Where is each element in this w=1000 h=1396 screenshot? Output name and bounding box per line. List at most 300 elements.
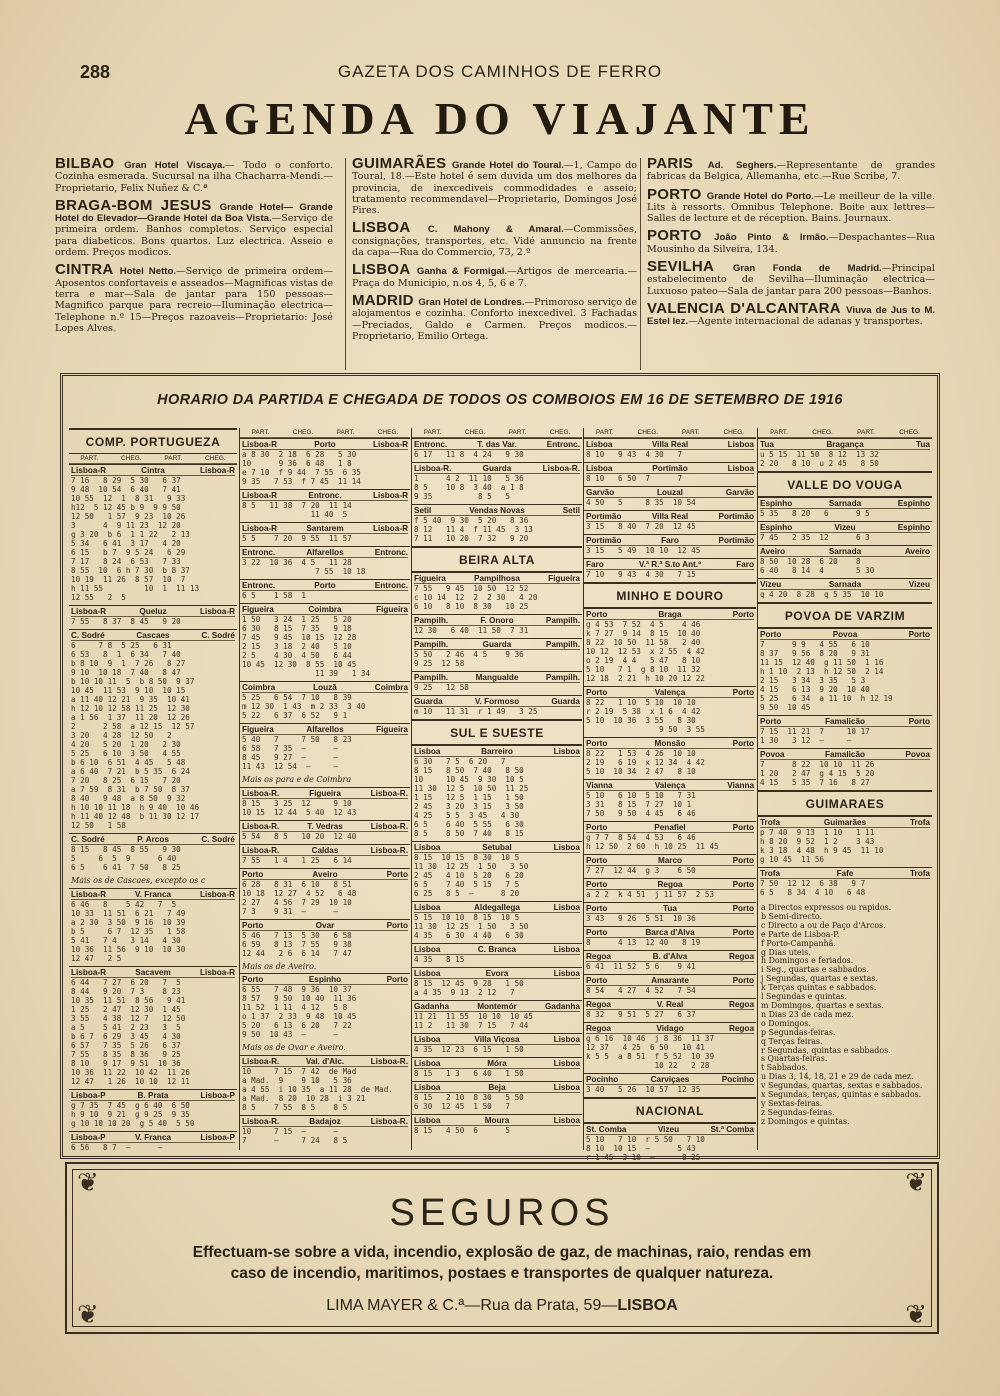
station-name: Evora bbox=[485, 969, 509, 978]
route-header bbox=[586, 739, 754, 749]
station-name: Lisboa-P bbox=[200, 1132, 235, 1142]
timetable-note: Mais os de Ovar e Aveiro. bbox=[242, 1043, 346, 1052]
agenda-hotel: Gran Hotel de Londres. bbox=[418, 296, 525, 308]
route-times: 5 46 7 13 5 30 6 58 6 59 8 13 7 55 9 38 12 44 2 6 6 14 7 47 bbox=[242, 930, 352, 958]
route-block bbox=[240, 868, 410, 919]
station-name: Figueira bbox=[548, 574, 580, 583]
column-header: PART. bbox=[251, 429, 270, 436]
route-header bbox=[71, 1091, 235, 1101]
timetable-column-5 bbox=[757, 428, 932, 1150]
station-name: Regoa bbox=[586, 1000, 612, 1009]
route-times: 3 15 5 49 10 10 12 45 bbox=[586, 546, 701, 555]
station-name: Lisboa-R bbox=[199, 466, 235, 475]
agenda-entry bbox=[647, 299, 935, 328]
timetable-column-4 bbox=[583, 428, 756, 1162]
route-times: 3 43 9 26 5 51 10 36 bbox=[586, 914, 696, 923]
running-title: GAZETA DOS CAMINHOS DE FERRO bbox=[337, 62, 663, 81]
column-header: PART. bbox=[423, 429, 442, 436]
station-name: Entronc. bbox=[546, 440, 580, 449]
station-name: Porto bbox=[760, 630, 782, 639]
agenda-entry bbox=[352, 219, 637, 259]
legend-item: o Domingos. bbox=[761, 1018, 811, 1028]
seguros-address bbox=[67, 1297, 937, 1315]
timetable-column-headers bbox=[240, 428, 410, 438]
route-times: 6 41 11 52 5 6 9 41 bbox=[586, 962, 696, 971]
station-name: Pocinho bbox=[586, 1075, 619, 1084]
route-header bbox=[414, 616, 580, 626]
route-times: 6 30 7 5 6 20 7 8 15 8 50 7 40 8 50 10 10 45 9 30 10 5 11 30 12 5 10 50 11 25 1 15 12 5 1 15 1 50 2 45 3 20 3 15 3 50 4 25 5 5 3 45 4 30 6 5 6 40 5 55 6 30 8 5 8 50 7 40 8 15 bbox=[414, 757, 529, 838]
route-block bbox=[584, 926, 756, 950]
station-name: F. Onoro bbox=[480, 616, 514, 625]
route-times: 8 50 10 28 6 20 8 6 40 8 14 4 5 30 bbox=[760, 557, 875, 575]
station-name: Espinho bbox=[308, 975, 342, 984]
station-name: Guarda bbox=[414, 697, 443, 706]
route-block bbox=[758, 438, 932, 471]
station-name: Lisboa-R bbox=[199, 889, 235, 899]
agenda-entry bbox=[352, 155, 637, 217]
station-name: Regoa bbox=[728, 1000, 754, 1009]
route-block bbox=[412, 1000, 582, 1033]
route-header bbox=[586, 928, 754, 938]
station-name: Garvão bbox=[586, 488, 615, 497]
agenda-city: BILBAO bbox=[55, 155, 125, 172]
route-block bbox=[412, 943, 582, 967]
route-header bbox=[586, 560, 754, 570]
route-block bbox=[584, 510, 756, 534]
route-header bbox=[242, 921, 408, 931]
station-name: Lisboa-R. bbox=[242, 821, 280, 831]
column-header: CHEG. bbox=[899, 429, 920, 436]
station-name: Porto bbox=[732, 739, 754, 748]
station-name: V. Real bbox=[656, 1000, 684, 1009]
station-name: Lisboa bbox=[553, 1059, 580, 1068]
route-block bbox=[240, 522, 410, 546]
route-block bbox=[584, 821, 756, 854]
station-name: Portimão bbox=[652, 464, 688, 473]
station-name: Lisboa-R. bbox=[370, 1116, 408, 1126]
station-name: Móra bbox=[487, 1059, 507, 1068]
station-name: Lisboa bbox=[586, 464, 613, 473]
station-name: Vendas Novas bbox=[469, 506, 525, 515]
station-name: Pocinho bbox=[721, 1075, 754, 1084]
station-name: T. Vedras bbox=[307, 821, 343, 831]
route-times: 5 10 7 10 r 5 50 7 10 8 10 10 15 — 5 43 r 1 45 3 10 — 8 25 bbox=[586, 1135, 705, 1162]
route-times: 3 22 10 36 4 5 11 28 7 55 10 18 bbox=[242, 558, 366, 576]
station-name: Aveiro bbox=[312, 869, 338, 879]
timetable-section-title: GUIMARAES bbox=[758, 790, 932, 816]
route-times: 9 25 12 58 bbox=[414, 683, 469, 692]
station-name: Badajoz bbox=[309, 1116, 341, 1126]
station-name: Porto bbox=[586, 880, 608, 889]
station-name: Lisboa bbox=[553, 1083, 580, 1092]
station-name: Regoa bbox=[586, 952, 612, 961]
station-name: Vizeu bbox=[834, 523, 856, 532]
route-times: g 6 16 10 46 j 8 36 11 37 12 37 4 25 6 50 10 41 k 5 5 a 8 51 f 5 52 10 39 10 22 2 28 bbox=[586, 1034, 715, 1070]
agenda-text: —Le meilleur de la ville. Lits à ressorts. Omnibus Telephone. Boite aux lettres—Salles de lecture et de réception. Bains. Journaux. bbox=[647, 190, 935, 225]
station-name: T. das Var. bbox=[477, 440, 517, 449]
station-name: Lisboa-R bbox=[199, 967, 235, 977]
route-times: 10 7 15 7 42 de Mad a Mad. 9 9 10 5 36 a 4 55 i 10 35 a 11 28 de Mad. a Mad. 8 20 10 28 i 3 21 8 5 7 55 8 5 8 5 bbox=[242, 1066, 393, 1112]
station-name: Entronc. bbox=[374, 548, 408, 557]
column-header: PART. bbox=[770, 429, 788, 436]
station-name: Vianna bbox=[727, 781, 754, 790]
route-times: 8 32 9 51 5 27 6 37 bbox=[586, 1010, 696, 1019]
station-name: Regoa bbox=[586, 1024, 612, 1033]
station-name: Villa Real bbox=[651, 440, 689, 449]
route-block bbox=[412, 1081, 582, 1114]
corner-ornament-icon: ❦ bbox=[905, 1168, 927, 1198]
route-block bbox=[69, 888, 237, 966]
route-times: 5 35 8 20 6 9 5 bbox=[760, 509, 870, 518]
station-name: Vizeu bbox=[908, 580, 930, 589]
agenda-hotel: C. Mahony & Amaral. bbox=[427, 224, 564, 236]
column-header: CHEG. bbox=[723, 429, 745, 436]
route-block bbox=[240, 1055, 410, 1115]
station-name: Lisboa bbox=[727, 464, 754, 473]
route-block bbox=[240, 489, 410, 522]
legend-item: t Sabbados. bbox=[761, 1063, 808, 1073]
station-name: Porto bbox=[732, 904, 754, 913]
route-header bbox=[586, 1000, 754, 1010]
route-times: 7 55 9 45 10 50 12 52 c 10 14 12 2 2 30 4 20 6 10 8 10 8 30 10 25 bbox=[414, 584, 538, 611]
route-times: 4 35 8 15 bbox=[414, 955, 465, 964]
route-header bbox=[760, 523, 930, 533]
route-block bbox=[412, 745, 582, 841]
station-name: Gadanha bbox=[544, 1002, 580, 1011]
route-block bbox=[584, 686, 756, 737]
agenda-hotel: Ganha & Formigal. bbox=[416, 266, 508, 278]
station-name: Garvão bbox=[725, 488, 754, 497]
station-name: Porto bbox=[908, 717, 930, 726]
station-name: Vidago bbox=[656, 1024, 684, 1033]
route-header bbox=[586, 536, 754, 546]
station-name: Lisboa bbox=[553, 1035, 580, 1044]
route-block bbox=[240, 973, 410, 1042]
station-name: Trofa bbox=[909, 869, 930, 878]
seguros-advert bbox=[65, 1162, 939, 1334]
station-name: Lisboa-R. bbox=[370, 788, 408, 798]
route-times: 8 5 11 38 7 20 11 14 11 40 5 bbox=[242, 501, 352, 519]
agenda-hotel: Gran Fonda de Madrid. bbox=[732, 263, 882, 275]
station-name: Lisboa bbox=[414, 1083, 441, 1092]
route-header bbox=[760, 818, 930, 828]
route-header bbox=[242, 683, 408, 693]
station-name: Sarnada bbox=[828, 499, 862, 508]
timetable-note: Mais os de Aveiro. bbox=[242, 961, 317, 971]
station-name: Entronc. bbox=[242, 581, 276, 590]
route-block bbox=[412, 462, 582, 504]
station-name: Porto bbox=[732, 976, 754, 985]
station-name: Lisboa bbox=[553, 903, 580, 912]
station-name: Beja bbox=[488, 1083, 506, 1092]
station-name: Porto bbox=[586, 688, 608, 697]
route-block bbox=[69, 1131, 237, 1155]
station-name: Porto bbox=[908, 630, 930, 639]
route-times: 6 28 8 31 6 10 8 51 10 18 12 27 4 52 6 48 2 27 4 56 7 29 10 10 7 3 9 31 — — bbox=[242, 879, 357, 916]
route-block bbox=[584, 534, 756, 558]
route-header bbox=[586, 880, 754, 890]
route-block bbox=[240, 546, 410, 579]
route-header bbox=[586, 856, 754, 866]
route-header bbox=[242, 548, 408, 558]
station-name: Coimbra bbox=[374, 683, 408, 692]
route-header bbox=[760, 750, 930, 760]
route-header bbox=[760, 440, 930, 450]
route-block bbox=[758, 521, 932, 545]
station-name: Porto bbox=[732, 880, 754, 889]
route-times: 6 17 11 8 4 24 9 30 bbox=[414, 450, 524, 459]
station-name: Lisboa-R bbox=[71, 607, 107, 616]
route-times: 6 46 8 5 42 7 5 10 33 11 51 6 21 7 49 a 2 30 3 50 9 16 10 39 b 5 6 7 12 35 1 58 5 41 7 4 3 14 4 30 10 36 11 56 9 10 10 30 12 47 2 5 bbox=[71, 899, 186, 963]
station-name: Portimão bbox=[586, 512, 622, 521]
route-header bbox=[586, 952, 754, 962]
station-name: Porto bbox=[586, 904, 608, 913]
station-name: Pampilh. bbox=[545, 616, 580, 625]
station-name: Tua bbox=[663, 904, 677, 913]
agenda-entry bbox=[55, 196, 333, 259]
legend-item: b Semi-directo. bbox=[761, 911, 823, 921]
route-header bbox=[414, 464, 580, 474]
route-header bbox=[414, 969, 580, 979]
timetable-column-headers bbox=[412, 428, 582, 438]
station-name: Espinho bbox=[760, 499, 793, 508]
agenda-hotel: Ad. Seghers. bbox=[707, 160, 777, 171]
route-times: g 7 7 8 54 4 53 6 46 h 12 50 2 60 h 10 25 11 45 bbox=[586, 833, 719, 851]
station-name: Louzã bbox=[313, 683, 337, 692]
route-header bbox=[71, 466, 235, 476]
station-name: Povoa bbox=[760, 750, 785, 759]
agenda-column-3 bbox=[640, 155, 935, 370]
station-name: Valença bbox=[654, 781, 686, 790]
column-header: CHEG. bbox=[637, 429, 659, 436]
route-header bbox=[586, 781, 754, 791]
station-name: Villa Viçosa bbox=[474, 1035, 520, 1044]
station-name: Entronc. bbox=[242, 548, 276, 557]
route-block bbox=[412, 614, 582, 638]
route-block bbox=[240, 681, 410, 723]
station-name: Figueira bbox=[414, 574, 446, 583]
route-block bbox=[69, 605, 237, 629]
agenda-city: SEVILHA bbox=[647, 258, 733, 276]
station-name: Carviçaes bbox=[650, 1075, 690, 1084]
route-header bbox=[760, 630, 930, 640]
route-block bbox=[412, 504, 582, 546]
station-name: Guarda bbox=[482, 640, 512, 649]
route-block bbox=[758, 628, 932, 715]
route-header bbox=[760, 580, 930, 590]
column-header: CHEG. bbox=[812, 429, 833, 436]
page-number: 288 bbox=[80, 62, 111, 82]
route-times: 1 50 3 24 1 25 5 20 6 30 8 15 7 35 9 18 7 45 9 45 10 15 12 28 2 15 3 18 2 40 5 10 2 5 4 30 4 50 6 44 10 45 12 30 8 55 10 45 11 39 1 34 bbox=[242, 615, 371, 678]
legend-item: p Segundas-feiras. bbox=[761, 1027, 836, 1037]
station-name: V. Formoso bbox=[474, 697, 520, 706]
route-block bbox=[758, 816, 932, 867]
route-times: a 8 30 2 18 6 28 5 30 10 9 36 6 48 1 8 e 7 10 f 9 44 7 55 6 35 9 35 7 53 f 7 45 11 14 bbox=[242, 450, 361, 486]
route-times: 5 25 6 54 7 10 8 39 m 12 30 1 43 m 2 33 3 40 5 22 6 37 6 52 9 1 bbox=[242, 693, 366, 720]
station-name: Lisboa-R bbox=[71, 889, 107, 899]
route-times: 5 10 6 10 5 10 7 31 3 31 8 15 7 27 10 1 7 50 9 50 4 45 6 46 bbox=[586, 791, 696, 818]
route-times: g 4 53 7 52 4 5 4 46 k 7 27 9 14 8 15 10 40 8 22 10 50 11 58 2 40 10 12 12 53 x 2 55 4 42 o 2 19 4 4 5 47 8 10 5 10 7 1 g 8 10 11 32 12 18 2 21 h 10 20 12 22 bbox=[586, 620, 705, 683]
legend-item: h Domingos e feriados. bbox=[761, 956, 854, 966]
legend-item: s Quartas-feiras. bbox=[761, 1054, 828, 1064]
route-times: 6 44 7 27 6 20 7 5 8 44 9 20 7 3 8 23 10 35 11 51 8 56 9 41 1 25 2 47 12 30 1 45 3 55 4 38 12 7 12 50 a 5 5 41 2 23 3 5 b 6 7 6 29 3 45 4 30 6 57 7 35 5 26 6 37 7 55 8 35 8 36 9 25 8 10 9 17 9 51 10 36 10 36 11 22 10 42 11 26 12 47 1 26 10 10 12 11 bbox=[71, 977, 190, 1086]
route-times: 7 50 12 12 6 38 9 7 6 5 8 34 4 10 6 48 bbox=[760, 879, 866, 897]
agenda-hotel: Gran Hotel Viscaya. bbox=[124, 160, 226, 171]
station-name: Pampilhosa bbox=[474, 574, 520, 583]
route-header bbox=[586, 688, 754, 698]
route-times: f 5 40 9 30 5 20 8 36 8 12 11 4 f 11 45 3 13 7 11 10 20 7 32 9 20 bbox=[414, 516, 533, 543]
agenda-text: —Serviço de primeira ordem—Aposentos confortaveis e asseados—Magnificas vistas de terra e mar—Sala de jantar para 150 pessoas—Magnifico parque para recreio—Iluminação electrica—Telephone n.º 15—Preços razoaveis—Proprietario: José Lopes Alves. bbox=[55, 266, 333, 334]
legend-item: u Dias 3, 14, 18, 21 e 29 de cada mez. bbox=[761, 1072, 914, 1082]
station-name: Lisboa bbox=[414, 1116, 441, 1125]
station-name: Lisboa-R. bbox=[242, 1056, 280, 1066]
route-block bbox=[412, 967, 582, 1000]
station-name: Penafiel bbox=[654, 823, 686, 832]
route-header bbox=[586, 1024, 754, 1034]
route-block bbox=[758, 748, 932, 790]
route-block bbox=[412, 671, 582, 695]
station-name: V. Franca bbox=[134, 1132, 172, 1142]
station-name: Porto bbox=[586, 739, 608, 748]
timetable-column-2 bbox=[239, 428, 410, 1150]
seguros-desc-line: Effectuam-se sobre a vida, incendio, explosão de gaz, de machinas, raio, rendas em bbox=[192, 1244, 812, 1261]
timetable-section-title: POVOA DE VARZIM bbox=[758, 602, 932, 628]
route-block bbox=[758, 545, 932, 578]
route-block bbox=[69, 464, 237, 605]
legend-item: r Segundas, quintas e sabbados. bbox=[761, 1045, 891, 1055]
agenda-city: CINTRA bbox=[55, 261, 120, 279]
route-header bbox=[71, 631, 235, 641]
route-header bbox=[760, 869, 930, 879]
station-name: Lisboa-R. bbox=[370, 845, 408, 855]
station-name: Porto bbox=[314, 581, 336, 590]
route-header bbox=[760, 547, 930, 557]
route-times: 4 50 5 8 35 10 54 bbox=[586, 498, 696, 507]
station-name: Lisboa bbox=[414, 1059, 441, 1068]
agenda-hotel: Hotel Netto. bbox=[119, 266, 176, 278]
route-header bbox=[242, 846, 408, 856]
column-header: PART. bbox=[857, 429, 875, 436]
station-name: C. Branca bbox=[477, 945, 517, 954]
route-times: 8 15 12 45 9 28 1 50 a 4 35 9 13 2 12 7 bbox=[414, 979, 524, 997]
agenda-text: —Primoroso serviço de alojamentos e cozinha. Conforto inexcedivel. 3 Fachadas—Preciados, Galdo e Carmen. Preços modicos.—Proprietario, Emilio Ortega. bbox=[352, 296, 637, 342]
station-name: Guimarães bbox=[823, 818, 867, 827]
route-block bbox=[584, 779, 756, 821]
station-name: Tua bbox=[916, 440, 930, 449]
station-name: C. Sodré bbox=[71, 631, 105, 640]
legend-item: q Terças feiras. bbox=[761, 1036, 823, 1046]
route-header bbox=[586, 512, 754, 522]
station-name: Porto bbox=[386, 920, 408, 930]
agenda-hotel: Viuva de Jus to M. Estel lez. bbox=[647, 304, 935, 328]
route-block bbox=[584, 902, 756, 926]
station-name: Regoa bbox=[728, 1024, 754, 1033]
route-block bbox=[584, 854, 756, 878]
station-name: Porto bbox=[242, 869, 264, 879]
agenda-column-2 bbox=[345, 155, 637, 370]
station-name: Figueira bbox=[309, 788, 341, 798]
route-header bbox=[414, 903, 580, 913]
route-times: 6 55 7 48 9 36 10 37 8 57 9 50 10 40 11 36 11 52 1 11 4 12 5 8 o 1 37 2 33 9 48 10 45 5 20 6 13 6 20 7 22 9 50 10 43 — — bbox=[242, 985, 357, 1039]
agenda-text: —Principal estabelecimento de Sevilha—Iluminação electrica—Luxuoso pateo—Sala de jantar para 200 pessoas—Banhos. bbox=[647, 263, 935, 297]
route-block bbox=[412, 841, 582, 901]
column-header: CHEG. bbox=[377, 429, 399, 436]
station-name: Trofa bbox=[909, 818, 930, 827]
route-block bbox=[758, 867, 932, 900]
station-name: Lisboa bbox=[727, 440, 754, 449]
station-name: Aldegallega bbox=[474, 903, 520, 912]
timetable-column-headers bbox=[584, 428, 756, 438]
seguros-description bbox=[107, 1242, 897, 1284]
station-name: Lisboa bbox=[414, 843, 441, 852]
timetable bbox=[60, 373, 940, 1162]
route-times: g 7 35 7 45 g 6 40 6 50 h 9 10 9 21 g 9 25 9 35 g 10 10 10 20 g 5 40 5 50 bbox=[71, 1100, 195, 1128]
station-name: Coimbra bbox=[242, 683, 276, 692]
station-name: V.ª R.ª S.to Ant.º bbox=[638, 560, 702, 569]
route-header bbox=[586, 904, 754, 914]
station-name: Setubal bbox=[482, 843, 512, 852]
station-name: Faro bbox=[586, 560, 604, 569]
route-block bbox=[240, 723, 410, 774]
station-name: Porto bbox=[732, 823, 754, 832]
route-header bbox=[414, 640, 580, 650]
station-name: Porto bbox=[732, 688, 754, 697]
station-name: Sarnada bbox=[828, 580, 862, 589]
station-name: Lisboa-R. bbox=[242, 788, 280, 798]
route-header bbox=[242, 870, 408, 880]
station-name: Famalicão bbox=[824, 750, 866, 759]
route-times: q 4 20 8 28 q 5 35 10 10 bbox=[760, 590, 884, 599]
route-times: 5 5 7 20 9 55 11 57 bbox=[242, 534, 352, 543]
agenda-section bbox=[55, 155, 935, 372]
station-name: Figueira bbox=[376, 605, 408, 614]
station-name: Entronc. bbox=[374, 581, 408, 590]
agenda-city: PORTO bbox=[647, 227, 715, 245]
route-header bbox=[242, 440, 408, 450]
route-header bbox=[414, 945, 580, 955]
station-name: Faro bbox=[661, 536, 679, 545]
route-header bbox=[414, 673, 580, 683]
station-name: Povoa bbox=[905, 750, 930, 759]
station-name: Lisboa-R bbox=[372, 524, 408, 533]
station-name: Porto bbox=[386, 869, 408, 879]
station-name: Moura bbox=[484, 1116, 510, 1125]
station-name: Cascaes bbox=[136, 631, 170, 640]
route-times: 7 10 9 43 4 30 7 15 bbox=[586, 570, 696, 579]
station-name: P. Arcos bbox=[137, 835, 169, 844]
station-name: Lisboa-R bbox=[71, 967, 107, 977]
route-block bbox=[240, 820, 410, 844]
station-name: Lisboa bbox=[586, 440, 613, 449]
route-times: 7 55 1 4 1 25 6 14 bbox=[242, 855, 352, 865]
column-header: PART. bbox=[80, 455, 99, 462]
station-name: Trofa bbox=[760, 818, 781, 827]
agenda-city: PARIS bbox=[647, 155, 708, 172]
station-name: Sarnada bbox=[828, 547, 862, 556]
station-name: Portimão bbox=[718, 536, 754, 545]
route-header bbox=[71, 968, 235, 978]
station-name: B. d'Alva bbox=[652, 952, 688, 961]
station-name: Vizeu bbox=[760, 580, 782, 589]
legend-item: z Segundas-feiras. bbox=[761, 1107, 835, 1117]
station-name: Lisboa-R. bbox=[414, 464, 452, 473]
route-header bbox=[414, 1083, 580, 1093]
station-name: Lisboa-R. bbox=[242, 845, 280, 855]
route-block bbox=[758, 715, 932, 748]
route-times: 8 15 8 45 8 55 9 30 5 6 5 9 6 40 6 5 6 41 7 50 8 25 bbox=[71, 845, 181, 872]
route-block bbox=[412, 695, 582, 719]
column-header: CHEG. bbox=[121, 455, 142, 462]
